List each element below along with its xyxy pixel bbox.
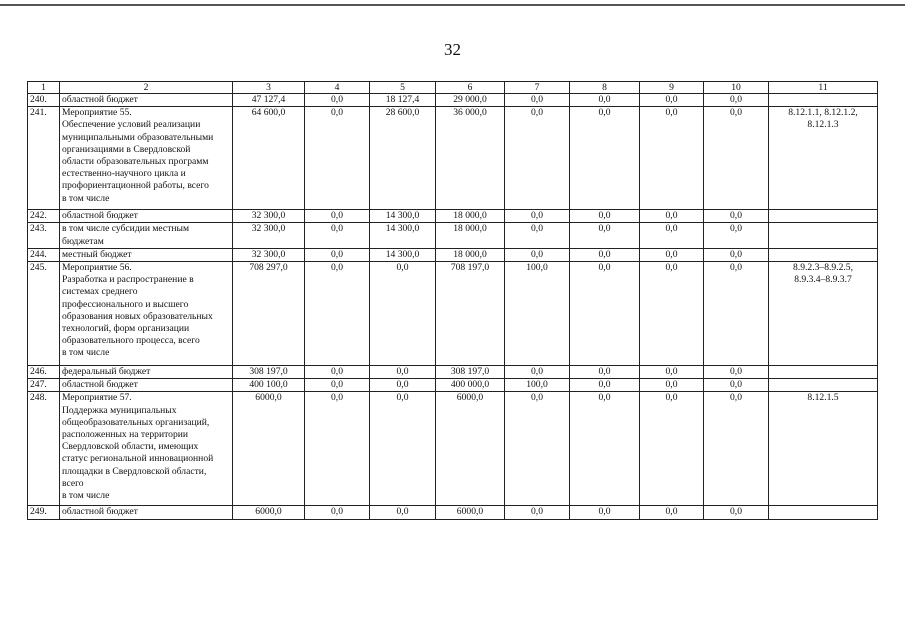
value-cell: 0,0 — [704, 210, 769, 223]
table-row — [28, 107, 878, 210]
value-cell: 0,0 — [704, 379, 769, 392]
value-cell: 14 300,0 — [370, 210, 436, 223]
row-name-line: области образовательных программ — [62, 156, 209, 168]
value-cell: 6000,0 — [233, 506, 305, 519]
value-cell: 6000,0 — [436, 506, 505, 519]
value-cell: 0,0 — [505, 248, 570, 261]
row-number: 244. — [28, 248, 60, 261]
value-cell: 0,0 — [505, 506, 570, 519]
value-cell: 0,0 — [640, 506, 704, 519]
row-number: 245. — [28, 262, 60, 366]
value-cell: 0,0 — [640, 210, 704, 223]
value-cell: 0,0 — [505, 223, 570, 248]
value-cell: 14 300,0 — [370, 223, 436, 248]
row-name-line: площадки в Свердловской области, — [62, 465, 207, 477]
value-cell: 0,0 — [704, 94, 769, 107]
table-row — [28, 392, 878, 506]
column-header: 4 — [305, 82, 370, 94]
value-cell: 0,0 — [640, 262, 704, 366]
value-cell: 64 600,0 — [233, 107, 305, 210]
column-header: 1 — [28, 82, 60, 94]
value-cell: 32 300,0 — [233, 210, 305, 223]
value-cell: 6000,0 — [436, 392, 505, 506]
row-number: 246. — [28, 366, 60, 379]
row-name-line: муниципальными образовательными — [62, 131, 214, 143]
value-cell: 0,0 — [505, 94, 570, 107]
row-name-line: в том числе — [62, 490, 110, 502]
target-ref-cell — [769, 379, 878, 392]
row-name-line: областной бюджет — [62, 379, 138, 391]
value-cell: 14 300,0 — [370, 248, 436, 261]
row-number: 240. — [28, 94, 60, 107]
table-row — [28, 262, 878, 366]
row-name-line: в том числе — [62, 347, 110, 359]
row-name-line: федеральный бюджет — [62, 366, 151, 378]
value-cell: 0,0 — [505, 366, 570, 379]
value-cell: 0,0 — [704, 223, 769, 248]
row-name — [60, 210, 233, 223]
page-number: 32 — [444, 40, 461, 59]
value-cell: 32 300,0 — [233, 248, 305, 261]
table-header-row — [28, 82, 878, 94]
value-cell: 0,0 — [305, 94, 370, 107]
table-row — [28, 223, 878, 248]
row-name-line: Мероприятие 56. — [62, 262, 132, 274]
value-cell: 0,0 — [640, 379, 704, 392]
value-cell: 0,0 — [570, 94, 640, 107]
value-cell: 0,0 — [570, 223, 640, 248]
value-cell: 0,0 — [305, 248, 370, 261]
value-cell: 0,0 — [570, 366, 640, 379]
row-name-line: Разработка и распространение в — [62, 274, 194, 286]
row-name-line: организациями в Свердловской — [62, 143, 191, 155]
value-cell: 0,0 — [305, 223, 370, 248]
value-cell: 0,0 — [704, 392, 769, 506]
column-header: 5 — [370, 82, 436, 94]
value-cell: 0,0 — [704, 248, 769, 261]
value-cell: 0,0 — [640, 366, 704, 379]
row-number: 241. — [28, 107, 60, 210]
row-name — [60, 379, 233, 392]
value-cell: 0,0 — [640, 392, 704, 506]
row-name — [60, 366, 233, 379]
value-cell: 0,0 — [370, 379, 436, 392]
value-cell: 0,0 — [370, 506, 436, 519]
target-ref-cell — [769, 366, 878, 379]
row-name-line: расположенных на территории — [62, 429, 189, 441]
row-number: 247. — [28, 379, 60, 392]
value-cell: 100,0 — [505, 379, 570, 392]
value-cell: 0,0 — [640, 248, 704, 261]
value-cell: 0,0 — [640, 107, 704, 210]
value-cell: 0,0 — [570, 506, 640, 519]
value-cell: 0,0 — [370, 262, 436, 366]
value-cell: 28 600,0 — [370, 107, 436, 210]
target-ref-line: 8.12.1.1, 8.12.1.2, — [788, 107, 858, 119]
target-ref-line: 8.9.2.3–8.9.2.5, — [793, 262, 853, 274]
value-cell: 308 197,0 — [436, 366, 505, 379]
row-number: 243. — [28, 223, 60, 248]
value-cell: 18 127,4 — [370, 94, 436, 107]
row-name-line: профориентационной работы, всего — [62, 180, 209, 192]
row-name-line: бюджетам — [62, 235, 104, 247]
target-ref-cell — [769, 262, 878, 366]
row-name-line: в том числе субсидии местным — [62, 223, 190, 235]
value-cell: 29 000,0 — [436, 94, 505, 107]
row-number: 249. — [28, 506, 60, 519]
value-cell: 6000,0 — [233, 392, 305, 506]
row-name-line: Поддержка муниципальных — [62, 404, 177, 416]
budget-table — [27, 81, 878, 520]
value-cell: 0,0 — [570, 248, 640, 261]
row-name — [60, 506, 233, 519]
row-name-line: общеобразовательных организаций, — [62, 416, 210, 428]
value-cell: 0,0 — [570, 392, 640, 506]
column-header: 9 — [640, 82, 704, 94]
target-ref-line: 8.12.1.5 — [807, 392, 839, 404]
row-name-line: Обеспечение условий реализации — [62, 119, 201, 131]
target-ref-line: 8.12.1.3 — [807, 119, 839, 131]
value-cell: 0,0 — [704, 107, 769, 210]
value-cell: 18 000,0 — [436, 210, 505, 223]
row-name-line: Мероприятие 57. — [62, 392, 132, 404]
value-cell: 0,0 — [704, 262, 769, 366]
value-cell: 0,0 — [505, 210, 570, 223]
row-number: 248. — [28, 392, 60, 506]
value-cell: 0,0 — [305, 210, 370, 223]
column-header: 8 — [570, 82, 640, 94]
table-row — [28, 94, 878, 107]
row-name — [60, 107, 233, 210]
table-row — [28, 248, 878, 261]
value-cell: 308 197,0 — [233, 366, 305, 379]
value-cell: 100,0 — [505, 262, 570, 366]
column-header: 7 — [505, 82, 570, 94]
row-name-line: естественно-научного цикла и — [62, 168, 186, 180]
target-ref-cell — [769, 248, 878, 261]
value-cell: 36 000,0 — [436, 107, 505, 210]
target-ref-cell — [769, 392, 878, 506]
value-cell: 0,0 — [305, 392, 370, 506]
value-cell: 0,0 — [640, 94, 704, 107]
value-cell: 0,0 — [505, 392, 570, 506]
value-cell: 32 300,0 — [233, 223, 305, 248]
value-cell: 0,0 — [305, 107, 370, 210]
column-header: 2 — [60, 82, 233, 94]
column-header: 10 — [704, 82, 769, 94]
value-cell: 18 000,0 — [436, 248, 505, 261]
value-cell: 0,0 — [305, 366, 370, 379]
row-name-line: статус региональной инновационной — [62, 453, 214, 465]
target-ref-line: 8.9.3.4–8.9.3.7 — [794, 274, 852, 286]
row-name-line: профессионального и высшего — [62, 298, 189, 310]
value-cell: 0,0 — [640, 223, 704, 248]
value-cell: 0,0 — [570, 379, 640, 392]
table-row — [28, 366, 878, 379]
value-cell: 0,0 — [704, 366, 769, 379]
target-ref-cell — [769, 107, 878, 210]
value-cell: 0,0 — [570, 107, 640, 210]
row-name — [60, 248, 233, 261]
row-name-line: областной бюджет — [62, 94, 138, 105]
value-cell: 0,0 — [305, 262, 370, 366]
row-name-line: областной бюджет — [62, 506, 138, 518]
value-cell: 0,0 — [370, 366, 436, 379]
target-ref-cell — [769, 94, 878, 107]
table-row — [28, 210, 878, 223]
row-name-line: в том числе — [62, 192, 110, 204]
column-header: 6 — [436, 82, 505, 94]
value-cell: 0,0 — [704, 506, 769, 519]
value-cell: 18 000,0 — [436, 223, 505, 248]
column-header: 11 — [769, 82, 878, 94]
row-name-line: образования новых образовательных — [62, 310, 213, 322]
table-row — [28, 506, 878, 519]
value-cell: 400 100,0 — [233, 379, 305, 392]
row-name-line: местный бюджет — [62, 248, 132, 260]
row-name-line: Мероприятие 55. — [62, 107, 132, 119]
value-cell: 708 297,0 — [233, 262, 305, 366]
value-cell: 0,0 — [505, 107, 570, 210]
value-cell: 0,0 — [305, 379, 370, 392]
row-name-line: системах среднего — [62, 286, 138, 298]
row-name-line: образовательного процесса, всего — [62, 335, 200, 347]
value-cell: 708 197,0 — [436, 262, 505, 366]
target-ref-cell — [769, 210, 878, 223]
row-name — [60, 223, 233, 248]
row-name — [60, 262, 233, 366]
value-cell: 0,0 — [305, 506, 370, 519]
page-top-rule — [0, 4, 905, 6]
target-ref-cell — [769, 223, 878, 248]
value-cell: 0,0 — [570, 210, 640, 223]
row-name — [60, 94, 233, 107]
row-name — [60, 392, 233, 506]
column-header: 3 — [233, 82, 305, 94]
target-ref-cell — [769, 506, 878, 519]
value-cell: 0,0 — [370, 392, 436, 506]
row-name-line: всего — [62, 477, 84, 489]
table-row — [28, 379, 878, 392]
value-cell: 0,0 — [570, 262, 640, 366]
row-name-line: технологий, форм организации — [62, 323, 190, 335]
row-name-line: Свердловской области, имеющих — [62, 441, 199, 453]
value-cell: 400 000,0 — [436, 379, 505, 392]
row-name-line: областной бюджет — [62, 210, 138, 222]
value-cell: 47 127,4 — [233, 94, 305, 107]
row-number: 242. — [28, 210, 60, 223]
